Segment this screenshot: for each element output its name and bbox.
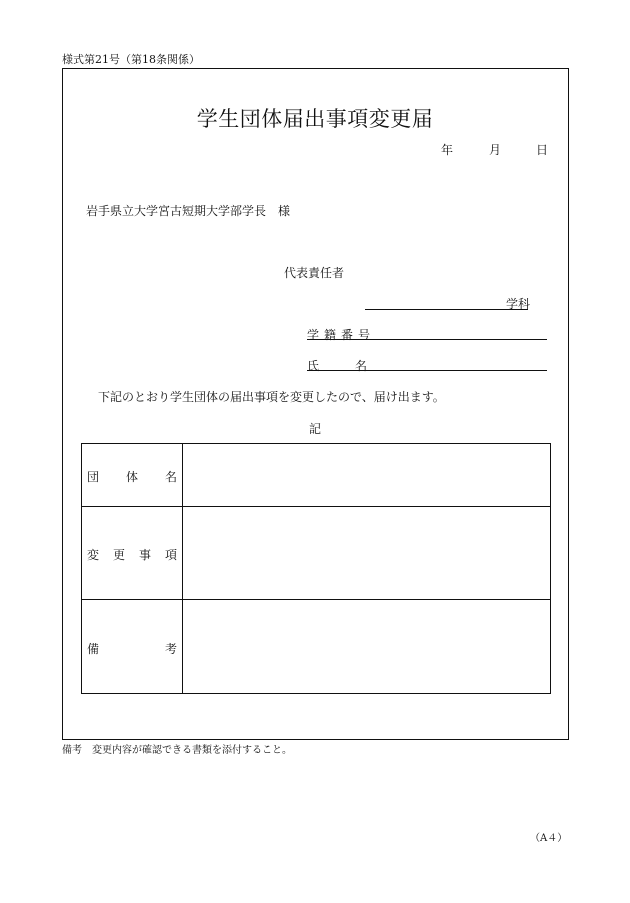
ki-label: 記: [309, 422, 322, 436]
representative-label: 代表責任者: [284, 266, 345, 280]
student-number-input-line[interactable]: [307, 339, 547, 340]
details-table: [81, 443, 551, 694]
footnote: 備考 変更内容が確認できる書類を添付すること。: [62, 745, 292, 756]
date-month-label: 月: [489, 143, 502, 157]
student-number-label: 学籍番号: [307, 328, 376, 342]
table-row-label-char: 事: [138, 548, 151, 562]
form-title: 学生団体届出事項変更届: [196, 107, 434, 131]
table-row-divider: [82, 506, 550, 507]
department-input-line[interactable]: [365, 309, 528, 310]
addressee: 岩手県立大学宮古短期大学部学長 様: [86, 204, 291, 218]
table-row-label-char: 体: [125, 470, 138, 484]
table-row-label-char: 更: [112, 548, 125, 562]
table-column-divider: [182, 444, 183, 693]
table-row-label-char: 変: [87, 548, 100, 562]
paper-size-label: （A４）: [530, 833, 568, 844]
name-label: 氏名: [307, 359, 404, 373]
table-row-label-group-name: [87, 468, 177, 485]
date-day-label: 日: [536, 143, 549, 157]
table-row-label-char: 項: [164, 548, 177, 562]
table-row-label-char: 考: [164, 642, 177, 656]
table-row-label-char: 名: [164, 470, 177, 484]
form-number: 様式第21号（第18条関係）: [62, 53, 200, 66]
table-row-label-char: 団: [87, 470, 100, 484]
name-input-line[interactable]: [307, 370, 547, 371]
department-suffix: 学科: [506, 297, 531, 311]
table-row-label-changes: [87, 546, 177, 563]
table-row-label-char: 備: [87, 642, 100, 656]
date-year-label: 年: [441, 143, 454, 157]
body-text: 下記のとおり学生団体の届出事項を変更したので、届け出ます。: [98, 390, 445, 404]
table-row-label-remarks: [87, 640, 177, 657]
table-row-divider: [82, 599, 550, 600]
